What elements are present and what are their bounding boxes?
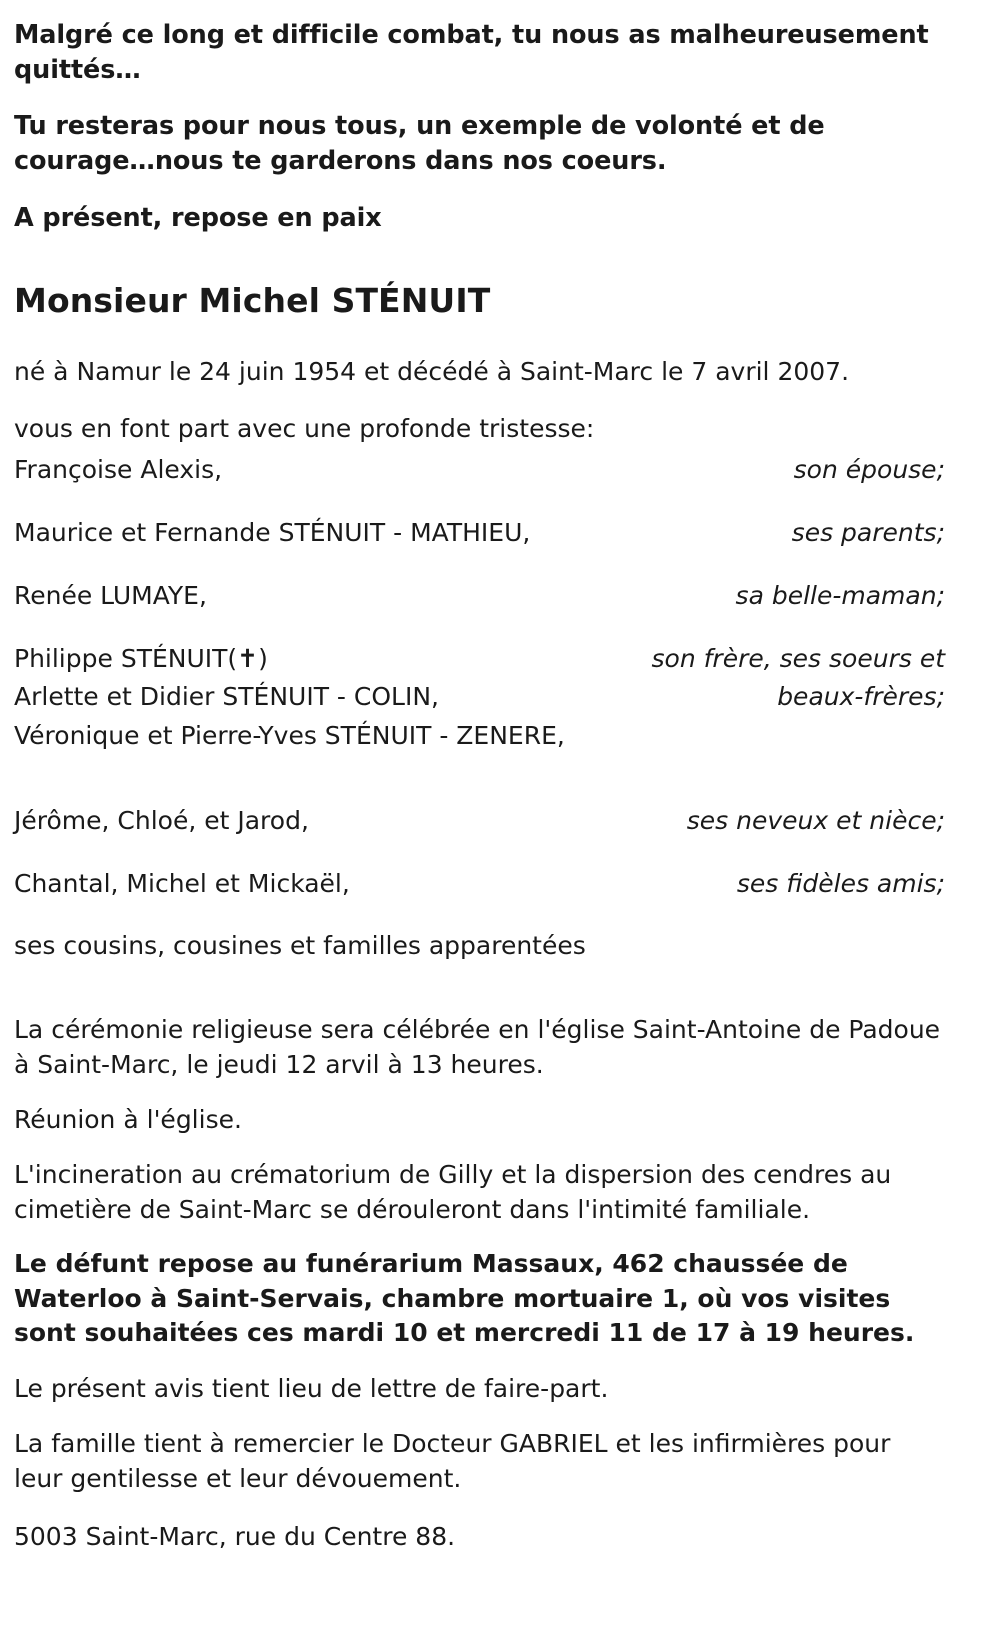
ceremony-details bbox=[14, 1012, 945, 1496]
deceased-name: Monsieur Michel STÉNUIT bbox=[14, 281, 491, 321]
reunion-text: Réunion à l'église. bbox=[14, 1105, 242, 1135]
family-relation bbox=[591, 925, 945, 966]
family-names: Philippe STÉNUIT(✝) Arlette et Didier STÉNUIT - COLIN, Véronique et Pierre-Yves STÉNUIT - ZENERE, bbox=[14, 643, 565, 751]
birth-death-line: né à Namur le 24 juin 1954 et décédé à Saint-Marc le 7 avril 2007. bbox=[14, 357, 850, 387]
family-relation: ses neveux et nièce; bbox=[686, 805, 945, 835]
family-address: 5003 Saint-Marc, rue du Centre 88. bbox=[14, 1521, 456, 1551]
family-relation: sa belle-maman; bbox=[735, 580, 945, 610]
intro-line-3: A présent, repose en paix bbox=[14, 202, 382, 233]
announcement-line: vous en font part avec une profonde tristesse: bbox=[14, 413, 595, 443]
cremation-text: L'incineration au crématorium de Gilly et la dispersion des cendres au cimetière de Saint-Marc se dérouleront dans l'intimité familiale. bbox=[14, 1160, 892, 1225]
family-row bbox=[14, 638, 945, 756]
thanks-text: La famille tient à remercier le Docteur GABRIEL et les infirmières pour leur gentilesse et leur dévouement. bbox=[14, 1428, 891, 1493]
family-row bbox=[14, 575, 945, 616]
family-names: Chantal, Michel et Mickaël, bbox=[14, 868, 350, 898]
funerarium-text: Le défunt repose au funérarium Massaux, 462 chaussée de Waterloo à Saint-Servais, chambre mortuaire 1, où vos visites sont souhaitées ces mardi 10 et mercredi 11 de 17 à 19 heures. bbox=[14, 1249, 915, 1348]
family-names: Renée LUMAYE, bbox=[14, 580, 207, 610]
intro-line-1: Malgré ce long et difficile combat, tu nous as malheureusement quittés… bbox=[14, 20, 929, 85]
family-row bbox=[14, 800, 945, 841]
row-spacer bbox=[14, 903, 945, 925]
row-spacer bbox=[14, 756, 945, 778]
family-row bbox=[14, 512, 945, 553]
intro-message bbox=[14, 18, 945, 235]
row-spacer bbox=[14, 490, 945, 512]
religious-ceremony-text: La cérémonie religieuse sera célébrée en l'église Saint-Antoine de Padoue à Saint-Marc, le jeudi 12 arvil à 13 heures. bbox=[14, 1015, 941, 1080]
family-relation: ses fidèles amis; bbox=[736, 868, 945, 898]
family-relation: son frère, ses soeurs et beaux-frères; bbox=[651, 643, 945, 712]
family-relation: son épouse; bbox=[793, 455, 945, 485]
family-list bbox=[14, 449, 945, 966]
family-names: Françoise Alexis, bbox=[14, 455, 223, 485]
family-row bbox=[14, 863, 945, 904]
intro-line-2: Tu resteras pour nous tous, un exemple de volonté et de courage…nous te garderons dans nos coeurs. bbox=[14, 111, 825, 177]
notice-text: Le présent avis tient lieu de lettre de faire-part. bbox=[14, 1373, 609, 1403]
family-row bbox=[14, 925, 945, 966]
family-names: Jérôme, Chloé, et Jarod, bbox=[14, 805, 309, 835]
family-names: ses cousins, cousines et familles apparentées bbox=[14, 931, 586, 961]
row-spacer bbox=[14, 616, 945, 638]
family-row bbox=[14, 449, 945, 490]
family-relation: ses parents; bbox=[791, 518, 945, 548]
family-names: Maurice et Fernande STÉNUIT - MATHIEU, bbox=[14, 518, 531, 548]
row-spacer bbox=[14, 553, 945, 575]
row-spacer bbox=[14, 841, 945, 863]
row-spacer bbox=[14, 778, 945, 800]
